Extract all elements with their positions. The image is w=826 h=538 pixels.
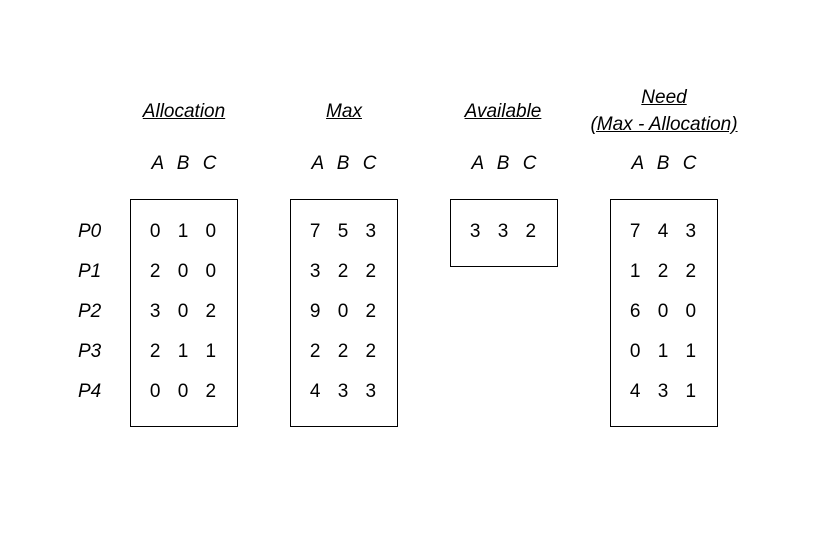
max-value-p4: 4 3 3 <box>309 381 383 402</box>
allocation-value-p1: 2 0 0 <box>149 261 223 282</box>
allocation-value-p3: 2 1 1 <box>149 341 223 362</box>
max-value-p0: 7 5 3 <box>309 221 383 242</box>
available-header: Available <box>464 101 542 122</box>
max-abc-label: A B C <box>311 153 381 174</box>
process-label-p2: P2 <box>78 301 102 322</box>
process-label-p1: P1 <box>78 261 102 282</box>
max-value-p3: 2 2 2 <box>309 341 383 362</box>
need-value-p1: 1 2 2 <box>629 261 703 282</box>
process-label-p4: P4 <box>78 381 102 402</box>
allocation-value-p0: 0 1 0 <box>149 221 223 242</box>
allocation-value-p4: 0 0 2 <box>149 381 223 402</box>
need-header-subtitle: (Max - Allocation) <box>590 114 738 135</box>
need-abc-label: A B C <box>631 153 701 174</box>
need-value-p4: 4 3 1 <box>629 381 703 402</box>
max-value-p1: 3 2 2 <box>309 261 383 282</box>
available-abc-label: A B C <box>471 153 541 174</box>
allocation-abc-label: A B C <box>151 153 221 174</box>
process-label-p3: P3 <box>78 341 102 362</box>
available-value: 3 3 2 <box>469 221 543 242</box>
need-value-p0: 7 4 3 <box>629 221 703 242</box>
max-header: Max <box>326 101 362 122</box>
need-value-p2: 6 0 0 <box>629 301 703 322</box>
allocation-value-p2: 3 0 2 <box>149 301 223 322</box>
process-label-p0: P0 <box>78 221 102 242</box>
need-header-title: Need <box>641 87 687 108</box>
need-value-p3: 0 1 1 <box>629 341 703 362</box>
max-value-p2: 9 0 2 <box>309 301 383 322</box>
allocation-header: Allocation <box>142 101 226 122</box>
